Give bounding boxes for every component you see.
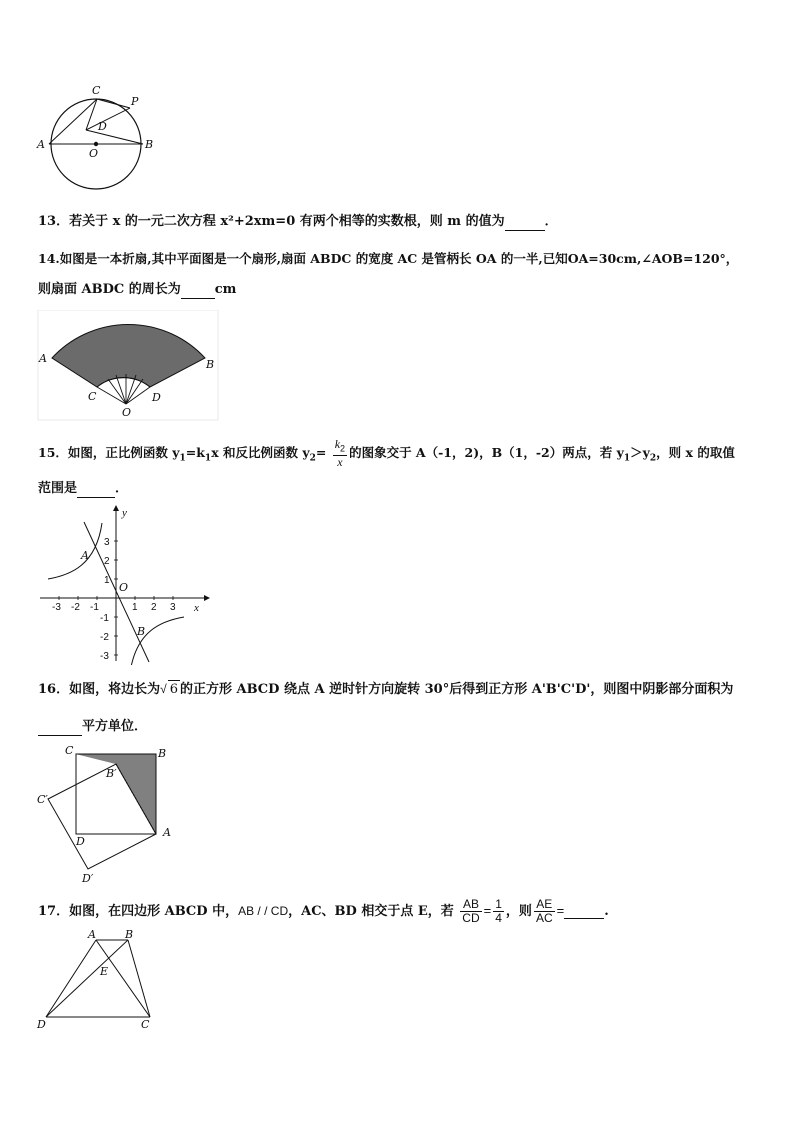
- question-15-line2: 范围是 ．: [38, 481, 129, 496]
- label-b: B: [158, 747, 167, 760]
- q14-answer-blank[interactable]: [181, 284, 215, 299]
- x-tick-3: 3: [170, 602, 176, 613]
- question-16-line1: 16．如图，将边长为√ 6 的正方形 ABCD 绕点 A 逆时针方向旋转 30°后得到正方形 A'B'C'D'，则图中阴影部分面积为: [38, 682, 734, 697]
- label-c: C: [88, 390, 97, 403]
- label-d: D: [152, 391, 161, 404]
- label-a: A: [88, 928, 96, 941]
- x-tick-2: 2: [151, 602, 157, 613]
- point-a-label: A: [81, 549, 89, 562]
- label-c: C: [92, 84, 101, 97]
- rotated-square-figure: [36, 742, 176, 886]
- origin-label: O: [119, 581, 129, 594]
- y-tick-3: 3: [104, 537, 110, 548]
- label-p: P: [131, 95, 139, 108]
- label-b: B: [145, 138, 154, 151]
- y-tick-1: 1: [104, 575, 110, 586]
- x-tick-1: 1: [132, 602, 138, 613]
- question-17: 17．如图，在四边形 ABCD 中，AB / / CD，AC、BD 相交于点 E，若 $\frac{AB}{CD}$ = $\frac{1}{4}$ ，则 $\frac{AE}{AC}$ = .: [38, 897, 609, 925]
- label-b-prime: B′: [106, 767, 117, 780]
- y-axis-label: y: [122, 507, 127, 519]
- q15-answer-blank[interactable]: [77, 483, 115, 498]
- label-c-prime: C′: [37, 793, 48, 806]
- k2-over-x-fraction: $\frac{k_2}{x}$: [334, 437, 346, 470]
- y-tick-neg3: -3: [100, 651, 109, 662]
- label-o: O: [89, 147, 99, 160]
- label-c: C: [141, 1018, 150, 1031]
- x-axis-label: x: [194, 602, 199, 614]
- label-a: A: [163, 826, 171, 839]
- question-15-line1: 15．如图，正比例函数 $y_1=k_1x$ 和反比例函数 $y_2=$ $\frac{k_2}{x}$ 的图象交于 A（-1，2)，B（1，-2）两点，若 $y_1>y_2$，则 x 的取值: [38, 437, 735, 470]
- question-13: 13．若关于 x 的一元二次方程 x²+2xm=0 有两个相等的实数根，则 m 的值为 ．: [38, 214, 558, 229]
- fan-figure: [36, 310, 220, 422]
- y-tick-neg2: -2: [100, 632, 109, 643]
- label-a: A: [37, 138, 45, 151]
- circle-figure: [34, 80, 164, 192]
- y-tick-2: 2: [104, 556, 110, 567]
- sqrt-six: 6: [169, 682, 178, 697]
- label-b: B: [125, 928, 134, 941]
- ab-over-cd-fraction: $\frac{AB}{CD}$: [462, 897, 480, 925]
- label-o: O: [122, 406, 132, 419]
- trapezoid-figure: [36, 927, 160, 1033]
- q16-answer-blank[interactable]: [38, 721, 82, 736]
- q17-answer-blank[interactable]: [564, 904, 604, 919]
- x-tick-neg2: -2: [71, 602, 80, 613]
- label-c: C: [65, 744, 74, 757]
- label-d: D: [76, 835, 85, 848]
- label-d: D: [98, 120, 107, 133]
- question-14-line1: 14.如图是一本折扇,其中平面图是一个扇形,扇面 ABDC 的宽度 AC 是管柄长 OA 的一半,已知OA=30cm,∠AOB=120°，: [38, 251, 739, 266]
- ae-over-ac-fraction: $\frac{AE}{AC}$: [535, 897, 553, 925]
- x-tick-neg1: -1: [90, 602, 99, 613]
- y-tick-neg1: -1: [100, 613, 109, 624]
- label-b: B: [206, 358, 215, 371]
- one-quarter-fraction: $\frac{1}{4}$: [495, 897, 502, 925]
- label-d: D: [37, 1018, 46, 1031]
- point-b-label: B: [137, 625, 146, 638]
- label-a: A: [39, 352, 47, 365]
- question-16-line2: 平方单位．: [38, 718, 147, 736]
- function-graph-figure: [36, 503, 212, 665]
- x-tick-neg3: -3: [52, 602, 61, 613]
- q13-answer-blank[interactable]: [505, 216, 545, 231]
- label-d-prime: D′: [82, 872, 94, 885]
- question-14-line2: 则扇面 ABDC 的周长为 cm: [38, 282, 237, 297]
- label-e: E: [100, 965, 109, 978]
- q13-text: 13．若关于 x 的一元二次方程 x²+2xm=0 有两个相等的实数根，则 m 的值为: [38, 214, 505, 229]
